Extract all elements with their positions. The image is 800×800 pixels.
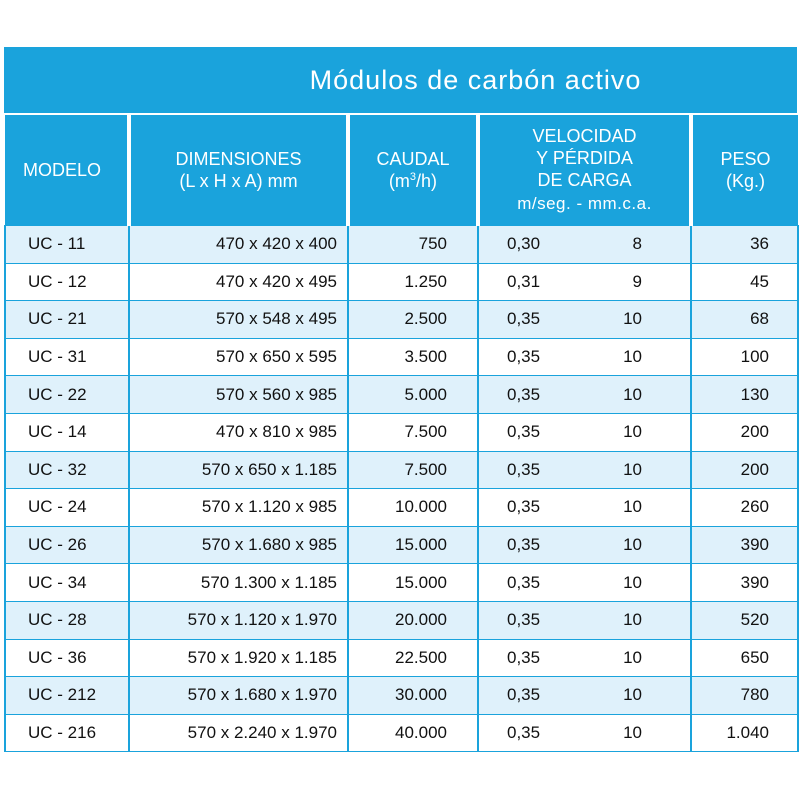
cell-caudal: 22.500 (348, 639, 478, 677)
cell-perdida: 10 (576, 677, 691, 715)
cell-caudal: 3.500 (348, 338, 478, 376)
cell-dimensiones: 570 x 2.240 x 1.970 (129, 714, 348, 752)
cell-perdida: 10 (576, 639, 691, 677)
cell-peso: 68 (691, 301, 798, 339)
cell-dimensiones: 570 x 1.920 x 1.185 (129, 639, 348, 677)
cell-peso: 200 (691, 413, 798, 451)
cell-dimensiones: 570 x 548 x 495 (129, 301, 348, 339)
product-table-card (4, 47, 797, 752)
cell-modelo: UC - 26 (5, 526, 129, 564)
cell-peso: 200 (691, 451, 798, 489)
table-row (5, 564, 798, 602)
cell-peso: 260 (691, 489, 798, 527)
cell-velocidad: 0,31 (478, 263, 576, 301)
cell-peso: 390 (691, 564, 798, 602)
cell-perdida: 10 (576, 714, 691, 752)
header-caudal: CAUDAL $(m^3/h)$ (348, 115, 478, 226)
cell-velocidad: 0,35 (478, 413, 576, 451)
table-row (5, 338, 798, 376)
table-row (5, 413, 798, 451)
header-dimensiones: DIMENSIONES (L x H x A) mm (129, 115, 348, 226)
table-row (5, 301, 798, 339)
cell-velocidad: 0,35 (478, 301, 576, 339)
cell-modelo: UC - 11 (5, 226, 129, 264)
title-bar (4, 47, 797, 115)
cell-perdida: 10 (576, 413, 691, 451)
table-header-row (5, 115, 798, 226)
page-title: Módulos de carbón activo (309, 64, 642, 95)
table-body (5, 226, 798, 752)
cell-peso: 36 (691, 226, 798, 264)
table-row (5, 714, 798, 752)
cell-velocidad: 0,35 (478, 376, 576, 414)
table-row (5, 526, 798, 564)
cell-dimensiones: 470 x 810 x 985 (129, 413, 348, 451)
cell-velocidad: 0,35 (478, 639, 576, 677)
velocidad-units: m/seg. - mm.c.a. (517, 194, 652, 213)
cell-caudal: 1.250 (348, 263, 478, 301)
cell-caudal: 20.000 (348, 601, 478, 639)
cell-modelo: UC - 34 (5, 564, 129, 602)
cell-dimensiones: 570 1.300 x 1.185 (129, 564, 348, 602)
cell-dimensiones: 570 x 1.680 x 1.970 (129, 677, 348, 715)
cell-caudal: 2.500 (348, 301, 478, 339)
cell-perdida: 10 (576, 564, 691, 602)
cell-velocidad: 0,35 (478, 677, 576, 715)
cell-velocidad: 0,35 (478, 601, 576, 639)
cell-dimensiones: 470 x 420 x 495 (129, 263, 348, 301)
cell-perdida: 10 (576, 301, 691, 339)
cell-modelo: UC - 14 (5, 413, 129, 451)
table-row (5, 601, 798, 639)
cell-velocidad: 0,35 (478, 489, 576, 527)
cell-velocidad: 0,35 (478, 714, 576, 752)
cell-caudal: 7.500 (348, 451, 478, 489)
cell-velocidad: 0,35 (478, 451, 576, 489)
table-row (5, 677, 798, 715)
cell-dimensiones: 570 x 1.120 x 1.970 (129, 601, 348, 639)
cell-velocidad: 0,35 (478, 564, 576, 602)
cell-modelo: UC - 212 (5, 677, 129, 715)
cell-caudal: 10.000 (348, 489, 478, 527)
table-row (5, 451, 798, 489)
cell-peso: 1.040 (691, 714, 798, 752)
cell-dimensiones: 470 x 420 x 400 (129, 226, 348, 264)
cell-perdida: 9 (576, 263, 691, 301)
cell-peso: 520 (691, 601, 798, 639)
cell-modelo: UC - 36 (5, 639, 129, 677)
cell-peso: 100 (691, 338, 798, 376)
cell-perdida: 8 (576, 226, 691, 264)
cell-velocidad: 0,35 (478, 526, 576, 564)
cell-caudal: 15.000 (348, 564, 478, 602)
cell-peso: 650 (691, 639, 798, 677)
cell-perdida: 10 (576, 526, 691, 564)
cell-caudal: 40.000 (348, 714, 478, 752)
cell-modelo: UC - 31 (5, 338, 129, 376)
modules-table (4, 115, 799, 752)
cell-perdida: 10 (576, 601, 691, 639)
cell-caudal: 5.000 (348, 376, 478, 414)
cell-perdida: 10 (576, 376, 691, 414)
cell-peso: 130 (691, 376, 798, 414)
header-peso: PESO (Kg.) (691, 115, 798, 226)
cell-perdida: 10 (576, 489, 691, 527)
cell-dimensiones: 570 x 1.120 x 985 (129, 489, 348, 527)
cell-dimensiones: 570 x 650 x 1.185 (129, 451, 348, 489)
cell-modelo: UC - 28 (5, 601, 129, 639)
cell-peso: 780 (691, 677, 798, 715)
cell-caudal: 7.500 (348, 413, 478, 451)
cell-modelo: UC - 216 (5, 714, 129, 752)
cell-perdida: 10 (576, 338, 691, 376)
cell-caudal: 30.000 (348, 677, 478, 715)
table-row (5, 226, 798, 264)
cell-velocidad: 0,30 (478, 226, 576, 264)
table-row (5, 263, 798, 301)
cell-dimensiones: 570 x 650 x 595 (129, 338, 348, 376)
table-row (5, 639, 798, 677)
cell-modelo: UC - 32 (5, 451, 129, 489)
cell-modelo: UC - 22 (5, 376, 129, 414)
cell-peso: 45 (691, 263, 798, 301)
cell-perdida: 10 (576, 451, 691, 489)
cell-caudal: 750 (348, 226, 478, 264)
cell-dimensiones: 570 x 1.680 x 985 (129, 526, 348, 564)
header-modelo: MODELO (5, 115, 129, 226)
table-row (5, 376, 798, 414)
cell-modelo: UC - 21 (5, 301, 129, 339)
cell-peso: 390 (691, 526, 798, 564)
cell-dimensiones: 570 x 560 x 985 (129, 376, 348, 414)
cell-velocidad: 0,35 (478, 338, 576, 376)
table-row (5, 489, 798, 527)
cell-caudal: 15.000 (348, 526, 478, 564)
cell-modelo: UC - 12 (5, 263, 129, 301)
cell-modelo: UC - 24 (5, 489, 129, 527)
header-velocidad: VELOCIDAD Y PÉRDIDA DE CARGA m/seg. - mm.c.a. (478, 115, 691, 226)
